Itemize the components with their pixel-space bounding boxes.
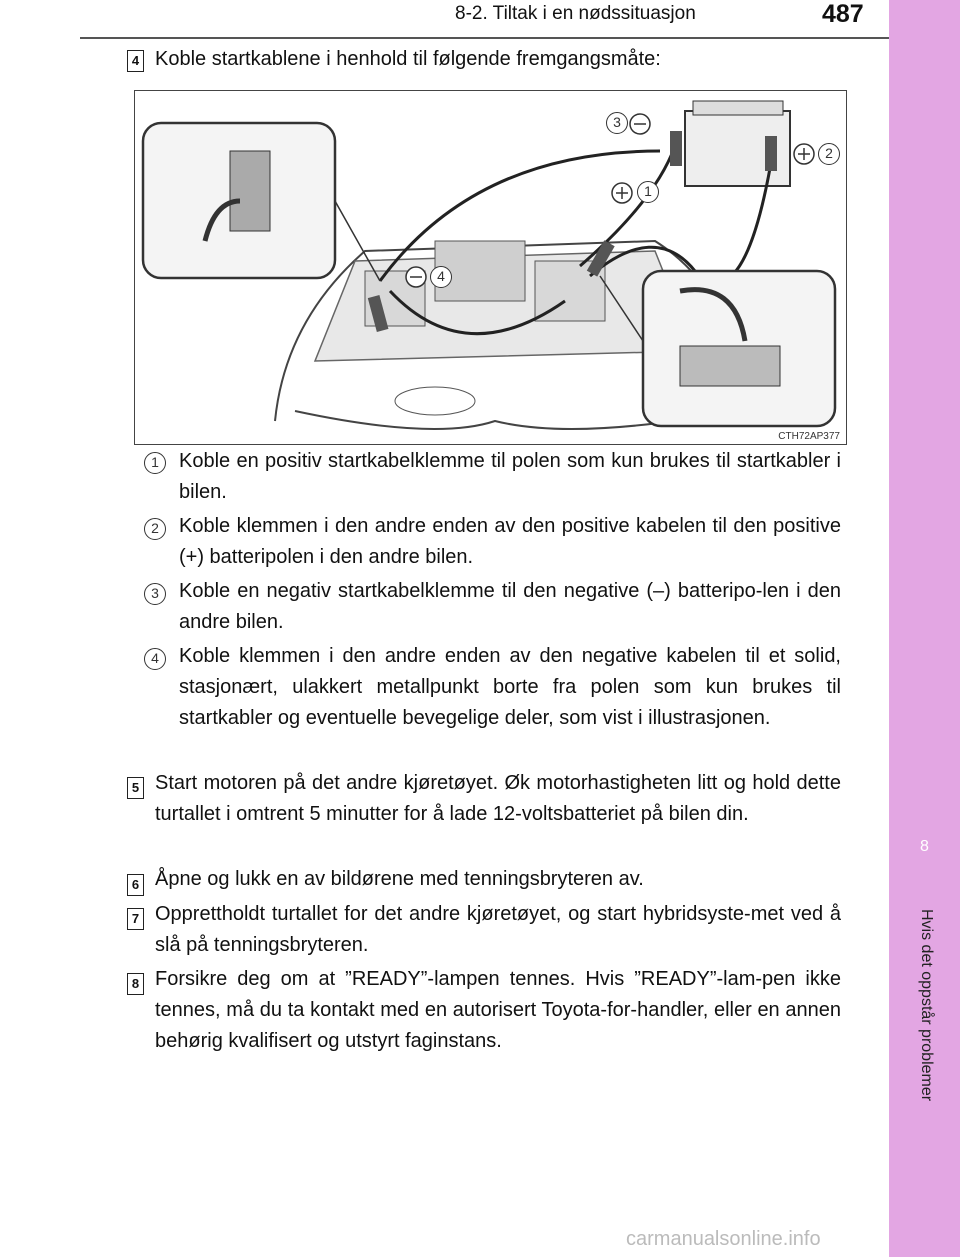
step-badge: 8 [127, 973, 144, 995]
step-text: Opprettholdt turtallet for det andre kjøretøyet, og start hybridsyste-met ved å slå på tenningsbryteren. [155, 903, 841, 956]
header-divider [80, 37, 889, 39]
substep-badge: 2 [144, 518, 166, 540]
step-badge: 6 [127, 874, 144, 896]
chapter-number: 8 [920, 838, 929, 855]
substep-text: Koble klemmen i den andre enden av den positive kabelen til den positive (+) batteripolen i den andre bilen. [179, 515, 841, 568]
step-text: Forsikre deg om at ”READY”-lampen tennes. Hvis ”READY”-lam-pen ikke tennes, må du ta kontakt med en autorisert Toyota-for-handler, eller en annen behørig kvalifisert og utstyrt faginstans. [155, 968, 841, 1052]
chapter-title-wrap [901, 900, 951, 1160]
callout-4: 4 [430, 266, 452, 288]
substep-badge: 3 [144, 583, 166, 605]
jump-start-illustration [134, 90, 847, 445]
callout-2: 2 [818, 143, 840, 165]
section-title: 8-2. Tiltak i en nødssituasjon [455, 3, 696, 24]
illustration-drawing [135, 91, 846, 444]
substep-badge: 1 [144, 452, 166, 474]
page-number: 487 [822, 0, 864, 28]
chapter-sidebar [889, 0, 960, 1257]
callout-3: 3 [606, 112, 628, 134]
step-badge: 5 [127, 777, 144, 799]
step-badge: 7 [127, 908, 144, 930]
substep-text: Koble en negativ startkabelklemme til den negative (–) batteripo-len i den andre bilen. [179, 580, 841, 633]
step-text: Koble startkablene i henhold til følgende fremgangsmåte: [155, 48, 661, 70]
step-badge: 4 [127, 50, 144, 72]
callout-1: 1 [637, 181, 659, 203]
substep-badge: 4 [144, 648, 166, 670]
figure-code: CTH72AP377 [778, 431, 840, 442]
step-text: Åpne og lukk en av bildørene med tenningsbryteren av. [155, 868, 644, 890]
step-text: Start motoren på det andre kjøretøyet. Øk motorhastigheten litt og hold dette turtallet i omtrent 5 minutter for å lade 12-voltsbatteriet på bilen din. [155, 772, 841, 825]
substep-text: Koble klemmen i den andre enden av den negative kabelen til et solid, stasjonært, ulakkert metallpunkt borte fra polen som kun brukes til startkabler og eventuelle bevegelige deler, som vist i illustrasjonen. [179, 645, 841, 729]
substep-text: Koble en positiv startkabelklemme til polen som kun brukes til startkabler i bilen. [179, 450, 841, 503]
watermark: carmanualsonline.info [626, 1228, 821, 1250]
chapter-title: Hvis det oppstår problemer [918, 909, 935, 1102]
